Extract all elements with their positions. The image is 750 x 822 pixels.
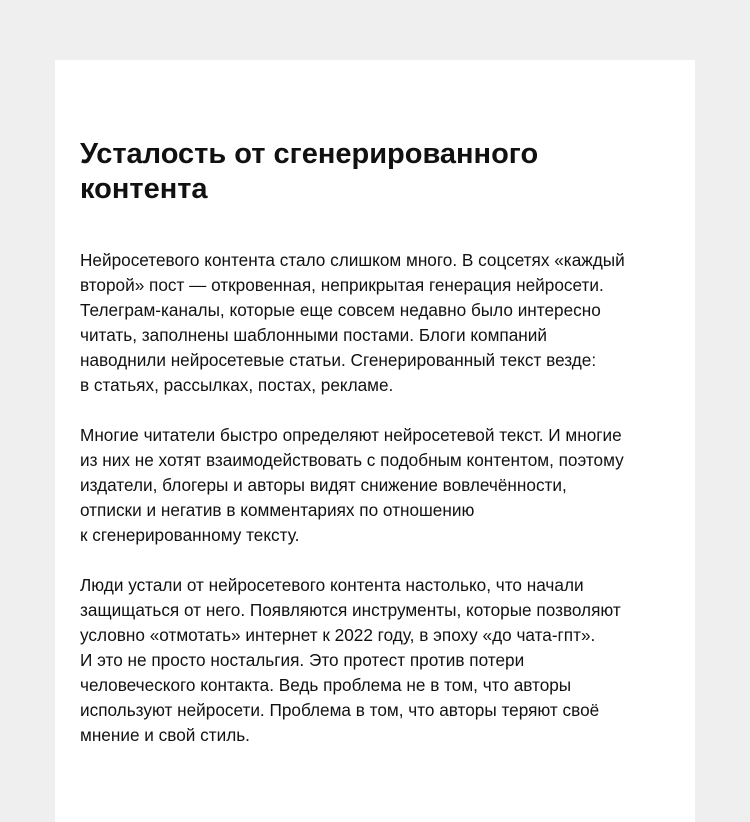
article-paragraph-3: Люди устали от нейросетевого контента настолько, что начали защищаться от него. Появляются инструменты, которые позволяют условно «отмотать» интернет к 2022 году, в эпоху «до чата-гпт». И это не просто ностальгия. Это протест против потери человеческого контакта. Ведь проблема не в том, что авторы используют нейросети. Проблема в том, что авторы теряют своё мнение и свой стиль. xyxy=(80,575,621,745)
article-paragraph-1: Нейросетевого контента стало слишком много. В соцсетях «каждый второй» пост — откровенная, неприкрытая генерация нейросети. Телеграм-каналы, которые еще совсем недавно было интересно читать, заполнены шаблонными постами. Блоги компаний наводнили нейросетевые статьи. Сгенерированный текст везде: в статьях, рассылках, постах, рекламе. xyxy=(80,250,625,395)
article-card xyxy=(55,60,695,822)
article-title: Усталость от сгенерированного контента xyxy=(80,138,539,205)
article-paragraph-2: Многие читатели быстро определяют нейросетевой текст. И многие из них не хотят взаимодействовать с подобным контентом, поэтому издатели, блогеры и авторы видят снижение вовлечённости, отписки и негатив в комментариях по отношению к сгенерированному тексту. xyxy=(80,425,624,545)
